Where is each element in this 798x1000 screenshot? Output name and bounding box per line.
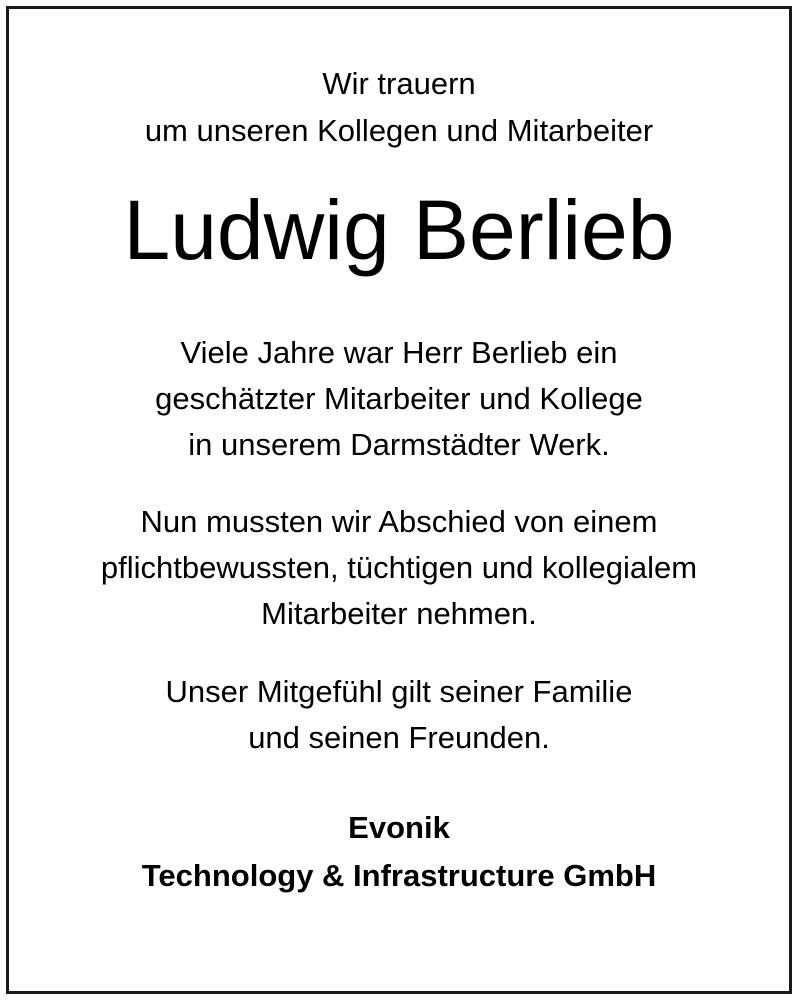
- paragraph3-line-2: und seinen Freunden.: [248, 720, 550, 755]
- paragraph1-line-1: Viele Jahre war Herr Berlieb ein: [180, 335, 618, 370]
- paragraph2-line-2: pflichtbewussten, tüchtigen und kollegialem: [100, 550, 698, 585]
- company-name-line-2: Technology & Infrastructure GmbH: [141, 858, 657, 893]
- paragraph2-line-3: Mitarbeiter nehmen.: [261, 596, 537, 631]
- company-name-line-1: Evonik: [348, 810, 450, 845]
- paragraph3-line-1: Unser Mitgefühl gilt seiner Familie: [165, 674, 633, 709]
- paragraph2-line-1: Nun mussten wir Abschied von einem: [140, 504, 658, 539]
- intro-line-1: Wir trauern: [322, 66, 476, 101]
- paragraph1-line-2: geschätzter Mitarbeiter und Kollege: [155, 381, 643, 416]
- paragraph1-line-3: in unserem Darmstädter Werk.: [188, 427, 610, 462]
- deceased-name: Ludwig Berlieb: [123, 183, 675, 277]
- intro-line-2: um unseren Kollegen und Mitarbeiter: [144, 113, 654, 148]
